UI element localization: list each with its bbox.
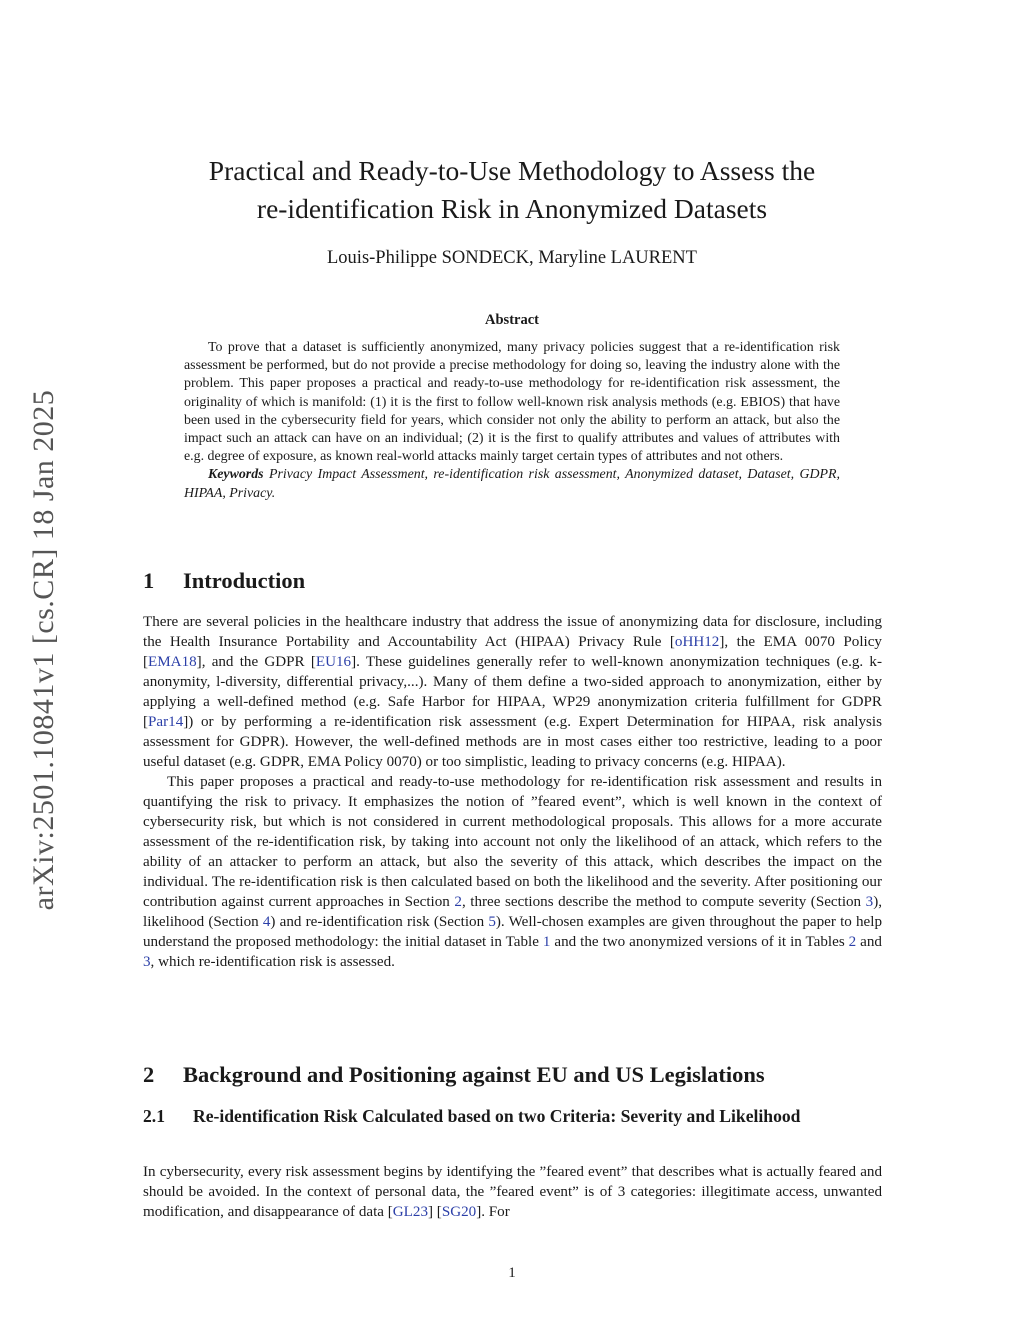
abstract-text: To prove that a dataset is sufficiently anonymized, many privacy policies suggest that a re-identification risk assessment be performed, but do not provide a precise methodology for doing so, leaving the industry alone with the problem. This paper proposes a practical and ready-to-use methodology for re-identification risk assessment, the originality of which is manifold: (1) it is the first to follow well-known risk analysis methods (e.g. EBIOS) that have been used in the cybersecurity field for years, which consider not only the ability to perform an attack, but also the impact such an attack can have on an individual; (2) it is the first to qualify attributes and values of attributes with e.g. degree of exposure, as known real-world attacks mainly target certain types of attributes and not others. (184, 340, 840, 465)
arxiv-identifier: arXiv:2501.10841v1 [cs.CR] 18 Jan 2025 (27, 389, 60, 911)
table-ref-link[interactable]: 3 (143, 954, 151, 970)
paper-title (150, 152, 874, 228)
authors: Louis-Philippe SONDECK, Maryline LAURENT (327, 248, 697, 268)
section-ref-link[interactable]: 4 (262, 914, 271, 930)
paragraph: In cybersecurity, every risk assessment begins by identifying the ”feared event” that describes what is actually feared and should be avoided. In the context of personal data, the ”feared event” is of 3 categories: illegitimate access, unwanted modification, and disappearance of data [GL23] [SG20]. For (143, 1164, 882, 1220)
citation-link[interactable]: Par14 (148, 714, 184, 730)
section-heading-introduction (143, 568, 305, 594)
citation-link[interactable]: EMA18 (148, 654, 197, 670)
title-line-2: re-identification Risk in Anonymized Datasets (256, 193, 768, 224)
section-ref-link[interactable]: 3 (865, 894, 874, 910)
section-heading-background (143, 1062, 765, 1088)
section-title: Introduction (183, 568, 306, 593)
section-number: 1 (143, 568, 155, 593)
paragraph: This paper proposes a practical and ready-to-use methodology for re-identification risk assessment and results in quantifying the risk to privacy. It emphasizes the notion of ”feared event”, which is well known in the context of cybersecurity risk, but which is not considered in current methodological proposals. This allows for a more accurate assessment of the re-identification risk, by taking into account not only the likelihood of an attack, which refers to the ability of an attacker to perform an attack, but also the severity of this attack, which describes the impact on the individual. The re-identification risk is then calculated based on both the likelihood and the severity. After positioning our contribution against current approaches in Section 2, three sections describe the method to compute severity (Section 3), likelihood (Section 4) and re-identification risk (Section 5). Well-chosen examples are given throughout the paper to help understand the proposed methodology: the initial dataset in Table 1 and the two anonymized versions of it in Tables 2 and 3, which re-identification risk is assessed. (143, 774, 882, 970)
abstract-heading: Abstract (485, 312, 539, 328)
paragraph: There are several policies in the healthcare industry that address the issue of anonymizing data for disclosure, including the Health Insurance Portability and Accountability Act (HIPAA) Privacy Rule [oHH12], the EMA 0070 Policy [EMA18], and the GDPR [EU16]. These guidelines generally refer to well-known anonymization techniques (e.g. k-anonymity, l-diversity, differential privacy,...). Many of them define a two-sided approach to anonymization, either by applying a well-defined method (e.g. Safe Harbor for HIPAA, WP29 anonymization criteria fulfillment for GDPR [Par14]) or by performing a re-identification risk assessment (e.g. Expert Determination for HIPAA, risk analysis assessment for GDPR). However, the well-defined methods are in most cases either too restrictive, leading to a poor useful dataset (e.g. GDPR, EMA Policy 0070) or too simplistic, leading to privacy concerns (e.g. HIPAA). (143, 614, 882, 770)
keywords-label: Keywords (208, 467, 264, 483)
abstract (184, 339, 840, 503)
table-ref-link[interactable]: 1 (542, 934, 551, 950)
section-number: 2 (143, 1062, 155, 1087)
section-title: Background and Positioning against EU and US Legislations (183, 1062, 765, 1087)
citation-link[interactable]: oHH12 (674, 634, 720, 650)
subsection-body (143, 1162, 882, 1222)
keywords-list: Privacy Impact Assessment, re-identification risk assessment, Anonymized dataset, Dataset, GDPR, HIPAA, Privacy. (184, 467, 840, 501)
title-line-1: Practical and Ready-to-Use Methodology to Assess the (208, 155, 816, 186)
keywords (184, 466, 840, 502)
page-number: 1 (508, 1265, 516, 1281)
citation-link[interactable]: SG20 (441, 1204, 477, 1220)
section-ref-link[interactable]: 5 (488, 914, 496, 930)
subsection-number: 2.1 (143, 1106, 165, 1126)
table-ref-link[interactable]: 2 (848, 934, 857, 950)
subsection-title: Re-identification Risk Calculated based on two Criteria: Severity and Likelihood (193, 1106, 801, 1126)
citation-link[interactable]: EU16 (315, 654, 352, 670)
subsection-heading (143, 1104, 883, 1129)
citation-link[interactable]: GL23 (392, 1204, 428, 1220)
introduction-body (143, 612, 882, 972)
section-ref-link[interactable]: 2 (454, 894, 462, 910)
